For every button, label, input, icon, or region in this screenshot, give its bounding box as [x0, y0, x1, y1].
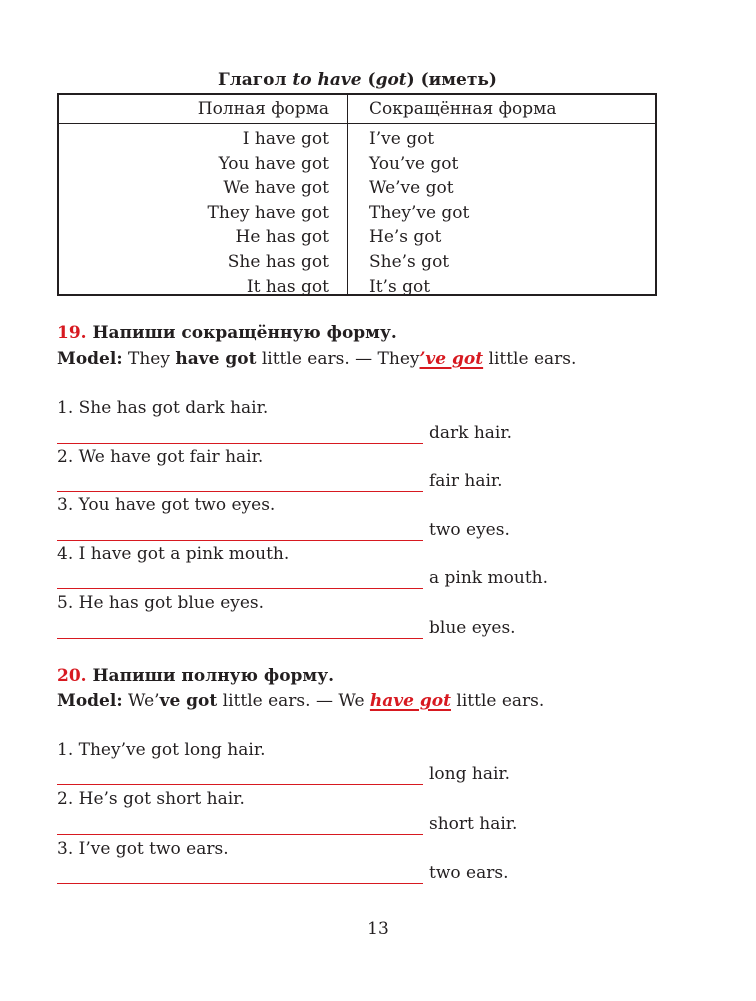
model-answer: have got	[369, 691, 451, 711]
table-cell-short: They’ve got	[369, 202, 470, 223]
sentence-ending: two ears.	[429, 863, 509, 883]
answer-blank[interactable]	[57, 567, 423, 589]
answer-blank[interactable]	[57, 862, 423, 884]
sentence-ending: dark hair.	[429, 423, 513, 443]
exercise-sentence: 3. I’ve got two ears.	[57, 839, 229, 859]
exercise-sentence: 3. You have got two eyes.	[57, 495, 276, 515]
table-cell-short: He’s got	[369, 227, 442, 248]
table-cell-full: They have got	[207, 202, 329, 223]
table-cell-full: He has got	[235, 227, 329, 248]
exercise-20-model: Model: We’ve got little ears. — We have got little ears.	[57, 691, 545, 711]
header-full-form: Полная форма	[197, 99, 329, 119]
table-title: Глагол to have (got) (иметь)	[218, 70, 497, 90]
exercise-sentence: 5. He has got blue eyes.	[57, 593, 265, 613]
sentence-ending: blue eyes.	[429, 618, 516, 638]
exercise-number: 20.	[57, 666, 87, 686]
exercise-sentence: 2. He’s got short hair.	[57, 789, 245, 809]
page-number: 13	[367, 919, 389, 939]
answer-blank[interactable]	[57, 470, 423, 492]
exercise-20-title: 20. Напиши полную форму.	[57, 666, 334, 686]
header-short-form: Сокращённая форма	[369, 99, 557, 119]
exercise-19-title: 19. Напиши сокращённую форму.	[57, 323, 397, 343]
table-cell-short: It’s got	[369, 276, 431, 297]
exercise-number: 19.	[57, 323, 87, 343]
exercise-sentence: 1. They’ve got long hair.	[57, 740, 266, 760]
header-divider	[59, 123, 655, 124]
sentence-ending: short hair.	[429, 814, 518, 834]
table-cell-full: It has got	[246, 276, 329, 297]
column-divider	[347, 95, 348, 294]
full-form-column	[59, 127, 329, 299]
exercise-sentence: 2. We have got fair hair.	[57, 447, 264, 467]
answer-blank[interactable]	[57, 519, 423, 541]
answer-blank[interactable]	[57, 763, 423, 785]
sentence-ending: fair hair.	[429, 471, 503, 491]
table-cell-short: We’ve got	[369, 178, 454, 199]
sentence-ending: long hair.	[429, 764, 511, 784]
table-cell-short: She’s got	[369, 251, 450, 272]
table-cell-full: You have got	[218, 153, 329, 174]
answer-blank[interactable]	[57, 422, 423, 444]
grammar-table	[57, 93, 657, 296]
sentence-ending: a pink mouth.	[429, 568, 548, 588]
table-cell-full: We have got	[223, 178, 329, 199]
answer-blank[interactable]	[57, 617, 423, 639]
table-cell-short: You’ve got	[369, 153, 459, 174]
table-cell-short: I’ve got	[369, 129, 435, 149]
table-cell-full: I have got	[242, 129, 329, 149]
answer-blank[interactable]	[57, 813, 423, 835]
model-answer: ’ve got	[419, 349, 484, 369]
exercise-sentence: 1. She has got dark hair.	[57, 398, 269, 418]
table-cell-full: She has got	[227, 251, 329, 272]
exercise-19-model: Model: They have got little ears. — They’ve got little ears.	[57, 349, 577, 369]
sentence-ending: two eyes.	[429, 520, 510, 540]
exercise-sentence: 4. I have got a pink mouth.	[57, 544, 290, 564]
short-form-column	[369, 127, 469, 299]
